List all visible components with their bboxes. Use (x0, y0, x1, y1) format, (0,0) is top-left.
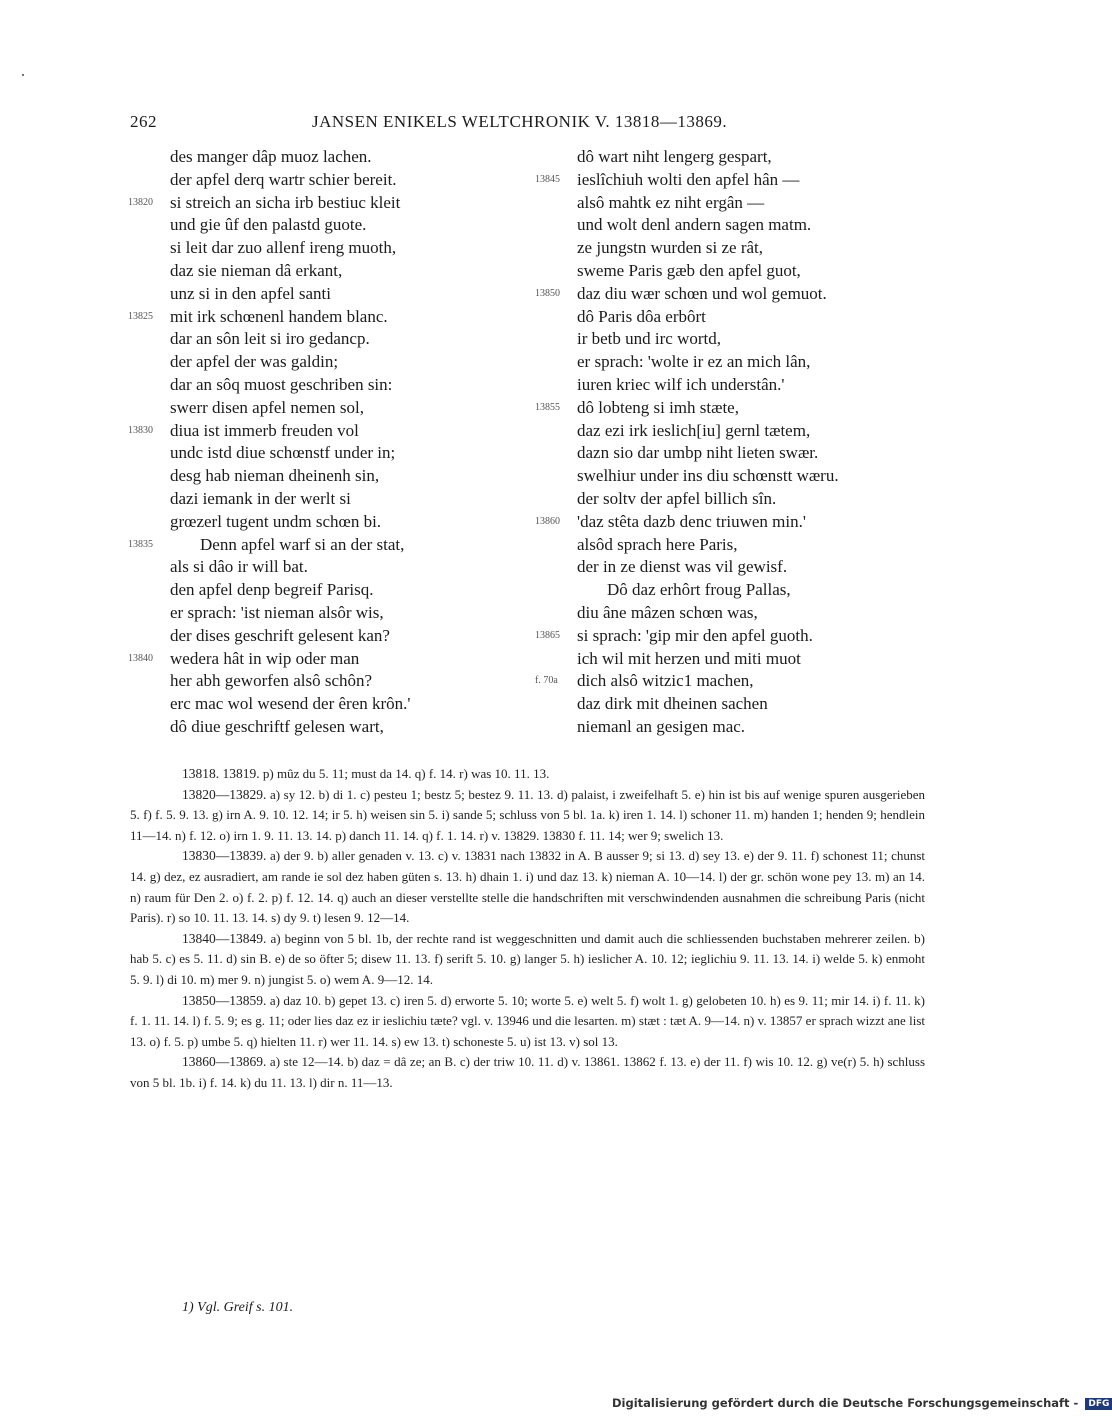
verse-line-number: 13830 (128, 424, 153, 436)
verse-line (535, 260, 925, 283)
scan-artifact (22, 74, 24, 76)
poem-column-left (128, 146, 508, 739)
verse-line (535, 351, 925, 374)
verse-line (128, 602, 508, 625)
apparatus-range: 13860—13869. (182, 1054, 267, 1070)
verse-line (128, 169, 508, 192)
verse-line-number: 13835 (128, 538, 153, 550)
verse-line (535, 579, 925, 602)
verse-text: der dises geschrift gelesent kan? (170, 625, 390, 645)
verse-text: und gie ûf den palastd guote. (170, 215, 367, 235)
verse-text: swelhiur under ins diu schœnstt wæru. (577, 466, 839, 486)
apparatus-section (130, 1052, 925, 1093)
verse-line (535, 648, 925, 671)
verse-text: iuren kriec wilf ich understân.' (577, 374, 785, 394)
verse-line (535, 488, 925, 511)
verse-text: her abh geworfen alsô schôn? (170, 671, 373, 691)
verse-text: des manger dâp muoz lachen. (170, 147, 372, 166)
verse-text: ze jungstn wurden si ze rât, (577, 238, 763, 258)
verse-text: als si dâo ir will bat. (170, 557, 308, 577)
critical-apparatus (130, 764, 925, 1094)
verse-text: mit irk schœnenl handem blanc. (170, 306, 388, 326)
dfg-logo: DFG (1085, 1398, 1112, 1410)
verse-text: alsôd sprach here Paris, (577, 534, 738, 554)
verse-text: Denn apfel warf si an der stat, (200, 534, 405, 554)
verse-line-number: 13860 (535, 515, 560, 527)
verse-line (128, 670, 508, 693)
verse-text: desg hab nieman dheinenh sin, (170, 466, 380, 486)
verse-text: dar an sôq muost geschriben sin: (170, 374, 393, 394)
verse-line (128, 648, 508, 671)
verse-line (535, 556, 925, 579)
apparatus-notes: a) sy 12. b) di 1. c) pesteu 1; bestz 5; bestez 9. 11. 13. d) palaist, i zweifelhaft 5. e) hin ist bis auf wenige spuren ausgerieben 5. f) f. 5. 9. 13. g) irn A. 9. 10. 12. 14; ir 5. h) weisen sin 5. i) sande 5; schluss von 5 bl. 1a. k) iren 1. 14. l) schoner 11. m) handen 1; henden 9; hendlein 11—14. n) f. 12. o) irn 1. 9. 11. 13. 14. p) danch 11. 14. q) f. 1. 14. r) v. 13829. 13830 f. 11. 14; wer 9; swelich 13. (130, 786, 926, 843)
apparatus-section (130, 846, 925, 928)
verse-line (128, 693, 508, 716)
verse-line (128, 465, 508, 488)
verse-line (128, 260, 508, 283)
verse-line (128, 146, 508, 169)
verse-line-number: 13850 (535, 287, 560, 299)
verse-text: diua ist immerb freuden vol (170, 420, 359, 440)
verse-line (535, 328, 925, 351)
apparatus-section (130, 929, 925, 991)
verse-text: daz dirk mit dheinen sachen (577, 694, 768, 714)
verse-text: wedera hât in wip oder man (170, 648, 360, 668)
verse-text: ich wil mit herzen und miti muot (577, 648, 801, 668)
running-title: JANSEN ENIKELS WELTCHRONIK V. 13818—13869. (312, 112, 728, 131)
verse-text: dô wart niht lengerg gespart, (577, 147, 772, 166)
verse-line (535, 534, 925, 557)
verse-text: ieslîchiuh wolti den apfel hân — (577, 169, 800, 189)
verse-line (128, 579, 508, 602)
verse-line (535, 693, 925, 716)
verse-text: alsô mahtk ez niht ergân — (577, 192, 765, 212)
verse-line (128, 556, 508, 579)
verse-text: dar an sôn leit si iro gedancp. (170, 329, 370, 349)
verse-line (535, 442, 925, 465)
verse-line (128, 328, 508, 351)
verse-text: und wolt denl andern sagen matm. (577, 215, 812, 235)
verse-line (128, 397, 508, 420)
verse-line (535, 374, 925, 397)
verse-text: daz sie nieman dâ erkant, (170, 260, 343, 280)
verse-line (128, 488, 508, 511)
apparatus-range: 13840—13849. (182, 930, 267, 946)
verse-text: er sprach: 'wolte ir ez an mich lân, (577, 352, 811, 372)
verse-line-number: 13855 (535, 401, 560, 413)
verse-line (535, 602, 925, 625)
verse-text: daz ezi irk ieslich[iu] gernl tætem, (577, 420, 811, 440)
verse-text: dazi iemank in der werlt si (170, 488, 351, 508)
verse-line (128, 214, 508, 237)
verse-line (128, 625, 508, 648)
verse-line-number: 13865 (535, 629, 560, 641)
verse-text: der apfel der was galdin; (170, 352, 339, 372)
verse-line (128, 306, 508, 329)
apparatus-range: 13850—13859. (182, 992, 267, 1008)
verse-line (535, 420, 925, 443)
verse-text: dô Paris dôa erbôrt (577, 306, 706, 326)
verse-line (128, 511, 508, 534)
verse-line (535, 283, 925, 306)
verse-text: si streich an sicha irb bestiuc kleit (170, 192, 401, 212)
footer-credit (612, 1396, 1110, 1410)
verse-text: erc mac wol wesend der êren krôn.' (170, 694, 411, 714)
footnote: 1) Vgl. Greif s. 101. (182, 1300, 294, 1315)
apparatus-section (130, 785, 925, 847)
apparatus-range: 13820—13829. (182, 786, 267, 802)
verse-line-number: 13820 (128, 196, 153, 208)
verse-line (128, 351, 508, 374)
verse-text: der soltv der apfel billich sîn. (577, 488, 777, 508)
apparatus-section (130, 991, 925, 1053)
apparatus-notes: a) der 9. b) aller genaden v. 13. c) v. 13831 nach 13832 in A. B ausser 9; si 13. d) sey 13. e) der 9. 11. f) schonest 11; chunst 14. g) dez, ez ausradiert, am rande ie sol dez haben güten s. 13. h) dhain 1. i) und daz 13. k) nieman A. 10—14. l) der gr. schön wone pey 13. m) an 14. n) raum für Den 2. o) f. 2. p) f. 12. 14. q) auch an dieser verstellte stelle die handschriften mit verschwindenden ausnahmen die schreibung Paris (nicht Paris). r) so 10. 11. 13. 14. s) dy 9. t) lesen 9. 12—14. (130, 848, 926, 926)
verse-line (128, 374, 508, 397)
verse-text: diu âne mâzen schœn was, (577, 602, 758, 622)
verse-line (535, 397, 925, 420)
verse-text: dô lobteng si imh stæte, (577, 397, 739, 417)
verse-text: 'daz stêta dazb denc triuwen min.' (577, 511, 806, 531)
verse-line (128, 283, 508, 306)
verse-line-number: 13845 (535, 173, 560, 185)
verse-text: der apfel derq wartr schier bereit. (170, 169, 397, 189)
apparatus-range: 13830—13839. (182, 848, 267, 864)
verse-line-number: 13840 (128, 652, 153, 664)
apparatus-notes: a) daz 10. b) gepet 13. c) iren 5. d) erworte 5. 10; worte 5. e) welt 5. f) wolt 1. g) gelobeten 10. h) es 9. 11; mir 14. i) f. 11. k) f. 1. 11. 14. l) f. 5. 9; es g. 11; oder lies daz ez ir ieslichiu tæte? vgl. v. 13946 und die lesarten. m) stæt : tæt A. 9—14. n) v. 13857 er sprach wizzt ane list 13. o) f. 5. p) umbe 5. q) hielten 11. r) wer 11. 14. s) ew 13. t) schoneste 5. u) ist 13. v) sol 13. (130, 992, 925, 1049)
verse-line (535, 625, 925, 648)
verse-line (128, 420, 508, 443)
verse-text: Dô daz erhôrt froug Pallas, (607, 580, 791, 600)
page-number: 262 (130, 112, 157, 131)
apparatus-notes: p) mûz du 5. 11; must da 14. q) f. 14. r) was 10. 11. 13. (262, 766, 550, 781)
verse-text: der in ze dienst was vil gewisf. (577, 557, 788, 577)
verse-line-number: 13825 (128, 310, 153, 322)
verse-text: niemanl an gesigen mac. (577, 716, 746, 736)
apparatus-notes: a) beginn von 5 bl. 1b, der rechte rand ist weggeschnitten und damit auch die schliessenden buchstaben mehrerer zeilen. b) hab 5. c) es 5. 11. d) sin B. e) de so öfter 5; disew 11. 13. f) serift 5. 10. g) langer 5. h) ieslicher A. 10. 12; ieglichiu 9. 11. 13. 14. i) welde 5. k) enmoht 5. 9. l) di 10. m) mer 9. n) jungist 5. o) wem A. 9—12. 14. (130, 930, 926, 987)
verse-line (535, 511, 925, 534)
verse-text: si leit dar zuo allenf ireng muoth, (170, 238, 397, 258)
verse-text: dô diue geschriftf gelesen wart, (170, 716, 384, 736)
verse-line (535, 192, 925, 215)
verse-line (535, 670, 925, 693)
verse-text: dazn sio dar umbp niht lieten swær. (577, 443, 819, 463)
verse-line (128, 534, 508, 557)
verse-line (128, 716, 508, 739)
verse-text: ir betb und irc wortd, (577, 329, 721, 349)
verse-line-number: f. 70a (535, 675, 558, 687)
verse-line (535, 169, 925, 192)
footer-credit-text: Digitalisierung gefördert durch die Deutsche Forschungsgemeinschaft - (612, 1396, 1079, 1410)
verse-line (535, 214, 925, 237)
verse-text: grœzerl tugent undm schœn bi. (170, 511, 382, 531)
verse-text: er sprach: 'ist nieman alsôr wis, (170, 602, 384, 622)
verse-text: unz si in den apfel santi (170, 283, 331, 303)
verse-line (535, 306, 925, 329)
verse-text: undc istd diue schœnstf under in; (170, 443, 396, 463)
verse-text: sweme Paris gæb den apfel guot, (577, 260, 801, 280)
verse-text: den apfel denp begreif Parisq. (170, 580, 374, 600)
poem-column-right (535, 146, 925, 739)
verse-line (535, 465, 925, 488)
verse-line (535, 716, 925, 739)
verse-line (535, 237, 925, 260)
verse-line (535, 146, 925, 169)
page-header (130, 112, 930, 136)
apparatus-section (130, 764, 925, 785)
verse-text: swerr disen apfel nemen sol, (170, 397, 365, 417)
apparatus-notes: a) ste 12—14. b) daz = dâ ze; an B. c) der triw 10. 11. d) v. 13861. 13862 f. 13. e) der 11. f) wis 10. 12. g) ve(r) 5. h) schluss von 5 bl. 1b. i) f. 14. k) du 11. 13. l) dir n. 11—13. (130, 1054, 926, 1090)
verse-line (128, 192, 508, 215)
verse-line (128, 442, 508, 465)
verse-text: dich alsô witzic1 machen, (577, 671, 754, 691)
apparatus-range: 13818. 13819. (182, 766, 260, 781)
verse-line (128, 237, 508, 260)
verse-text: si sprach: 'gip mir den apfel guoth. (577, 625, 813, 645)
verse-text: daz diu wær schœn und wol gemuot. (577, 283, 827, 303)
